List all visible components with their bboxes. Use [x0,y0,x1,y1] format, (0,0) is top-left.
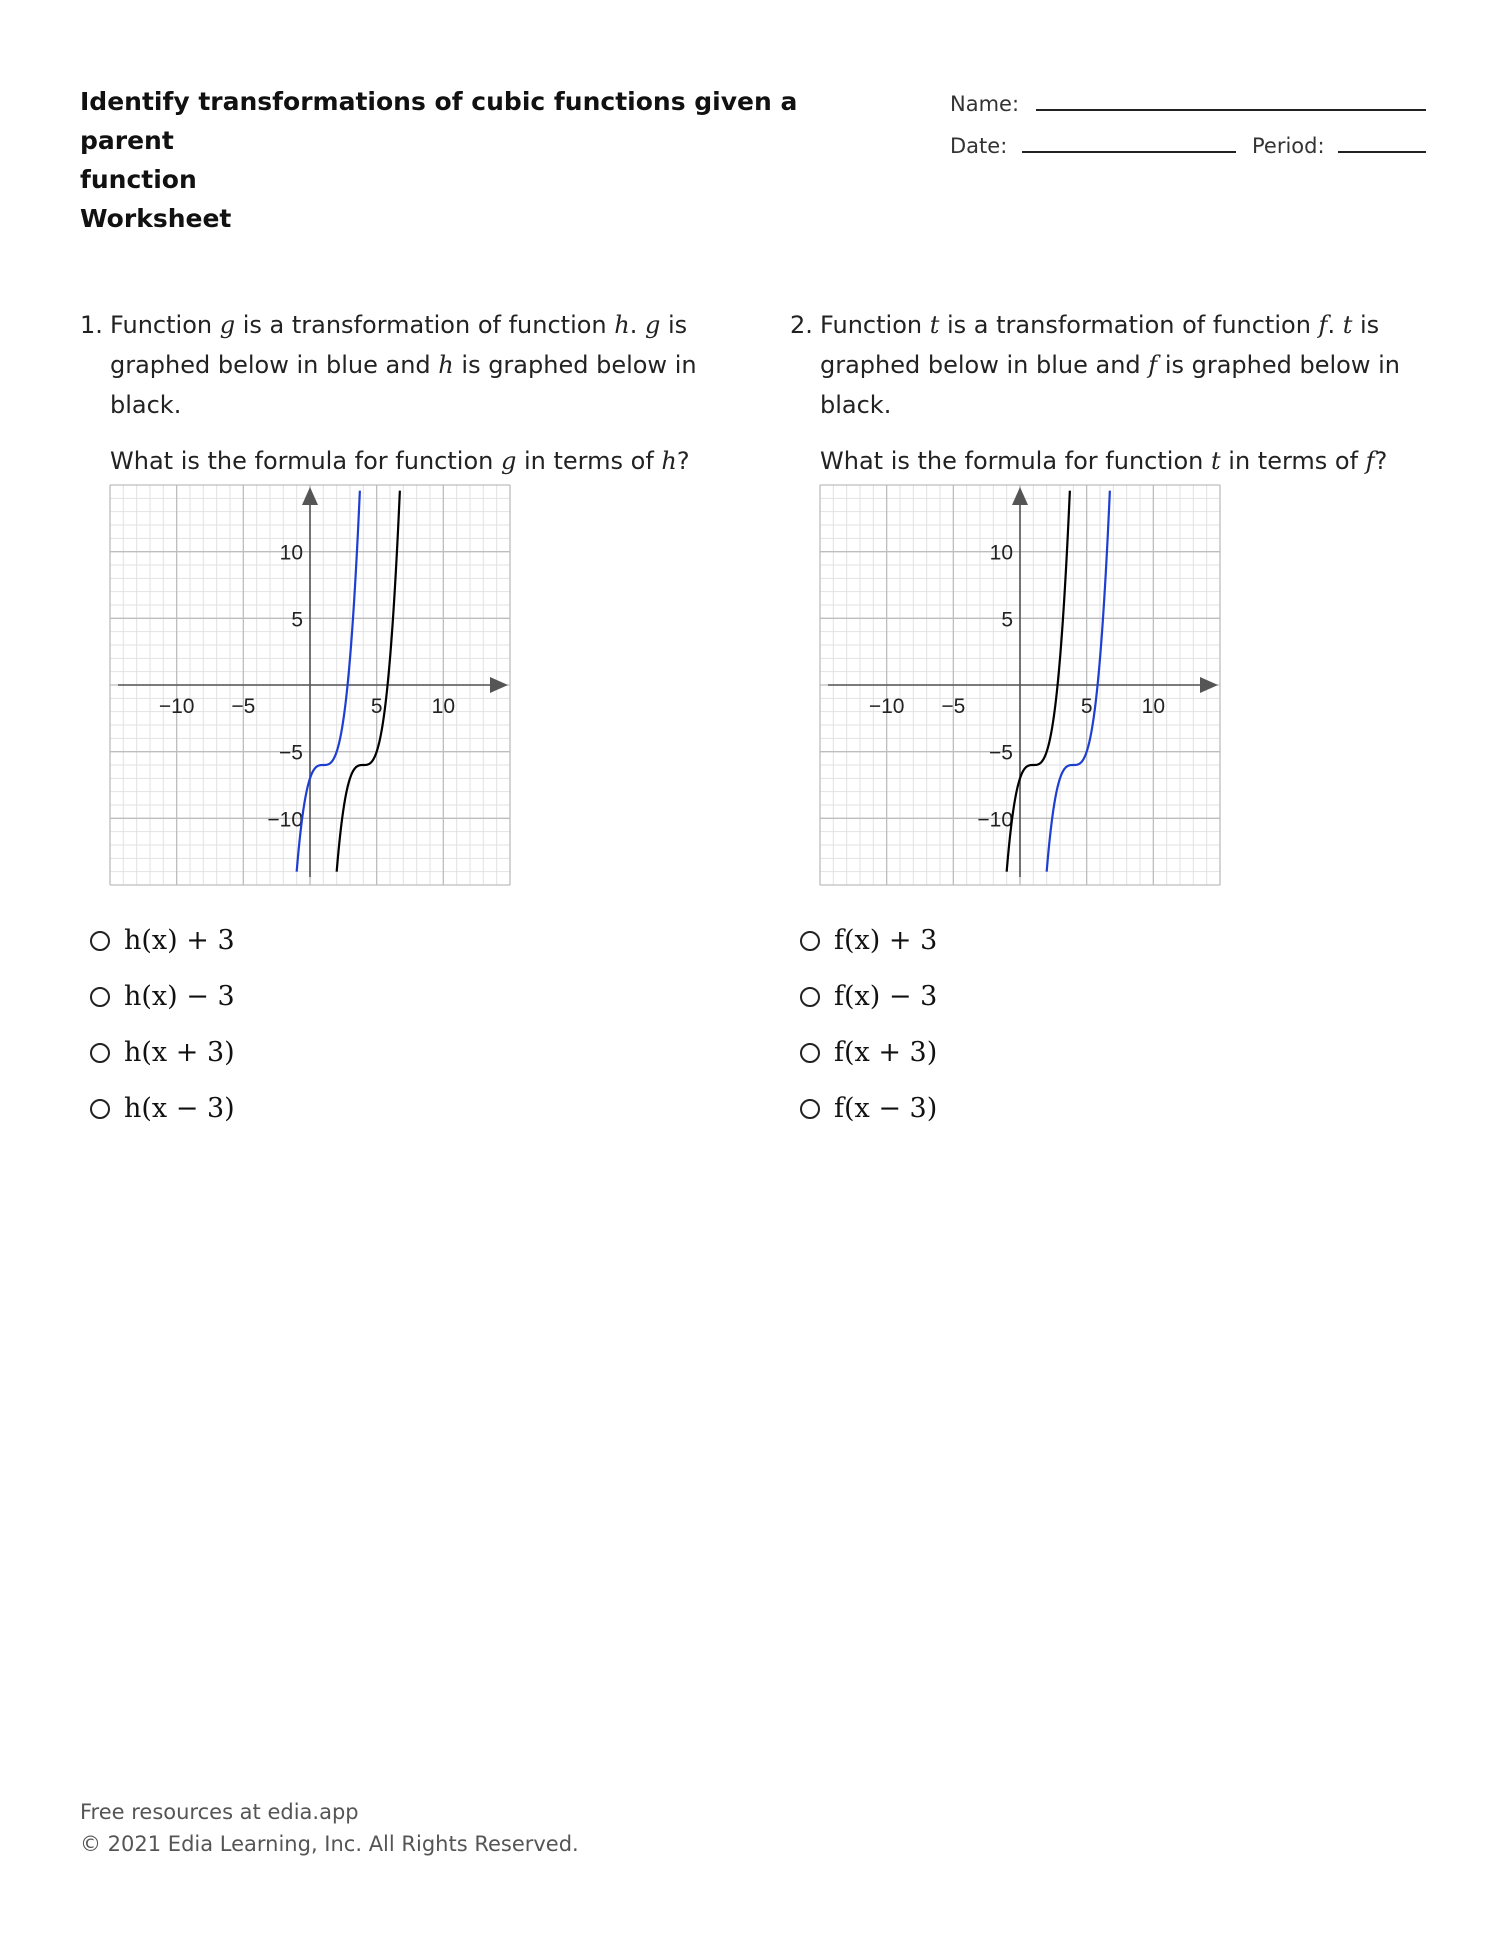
choice-label: f(x − 3) [834,1093,938,1124]
radio-button[interactable] [90,987,110,1007]
x-tick-label: 5 [1080,695,1093,718]
choice-b[interactable] [90,969,235,1025]
title-line-3: Worksheet [80,204,232,233]
title-line-1: Identify transformations of cubic functions given a parent [80,87,798,155]
question-text: Function g is a transformation of function h. g is graphed below in blue and h is graphed below in black. [110,311,697,419]
period-line[interactable] [1338,151,1426,153]
question-number: 2. [790,311,813,339]
x-tick-label: 10 [1141,695,1166,718]
question-prompt: What is the formula for function t in terms of f? [820,447,1388,475]
title-line-2: function [80,165,197,194]
radio-button[interactable] [90,931,110,951]
choice-label: f(x) − 3 [834,981,938,1012]
footer-copyright: © 2021 Edia Learning, Inc. All Rights Reserved. [80,1832,579,1856]
worksheet-title [80,82,820,238]
answer-choices [800,913,937,1137]
name-line[interactable] [1036,109,1426,111]
y-tick-label: −10 [977,808,1013,832]
radio-button[interactable] [90,1099,110,1119]
question-prompt: What is the formula for function g in terms of h? [110,447,690,475]
y-tick-label: 10 [279,541,303,565]
x-tick-label: −10 [868,695,905,718]
radio-button[interactable] [90,1043,110,1063]
y-tick-label: 5 [1001,608,1013,632]
choice-d[interactable] [90,1081,235,1137]
x-tick-label: −5 [231,695,256,718]
choice-label: f(x) + 3 [834,925,938,956]
question-number: 1. [80,311,103,339]
y-tick-label: −5 [279,741,303,765]
footer-resources: Free resources at edia.app [80,1800,359,1824]
question-1 [80,305,700,1124]
choice-a[interactable] [800,913,937,969]
graph-2 [820,485,1220,885]
answer-choices [90,913,235,1137]
x-tick-label: 10 [431,695,456,718]
radio-button[interactable] [800,931,820,951]
y-axis-arrow [302,487,318,505]
radio-button[interactable] [800,1043,820,1063]
radio-button[interactable] [800,987,820,1007]
period-label: Period: [1252,134,1325,158]
choice-c[interactable] [800,1025,937,1081]
choice-label: h(x + 3) [124,1037,235,1068]
y-axis-arrow [1012,487,1028,505]
y-tick-label: −10 [267,808,303,832]
choice-d[interactable] [800,1081,937,1137]
x-tick-label: 5 [370,695,383,718]
choice-label: h(x) + 3 [124,925,235,956]
question-text: Function t is a transformation of function f. t is graphed below in blue and f is graphed below in black. [820,311,1400,419]
choice-a[interactable] [90,913,235,969]
date-label: Date: [950,134,1008,158]
name-label: Name: [950,92,1020,116]
graph-1 [110,485,510,885]
question-2 [790,305,1410,1124]
y-tick-label: −5 [989,741,1013,765]
radio-button[interactable] [800,1099,820,1119]
choice-b[interactable] [800,969,937,1025]
choice-label: h(x − 3) [124,1093,235,1124]
y-tick-label: 5 [291,608,303,632]
choice-label: h(x) − 3 [124,981,235,1012]
x-axis-arrow [490,677,508,693]
x-tick-label: −10 [158,695,195,718]
x-axis-arrow [1200,677,1218,693]
y-tick-label: 10 [989,541,1013,565]
x-tick-label: −5 [941,695,966,718]
footer [80,1796,579,1860]
date-line[interactable] [1022,151,1236,153]
choice-c[interactable] [90,1025,235,1081]
choice-label: f(x + 3) [834,1037,938,1068]
